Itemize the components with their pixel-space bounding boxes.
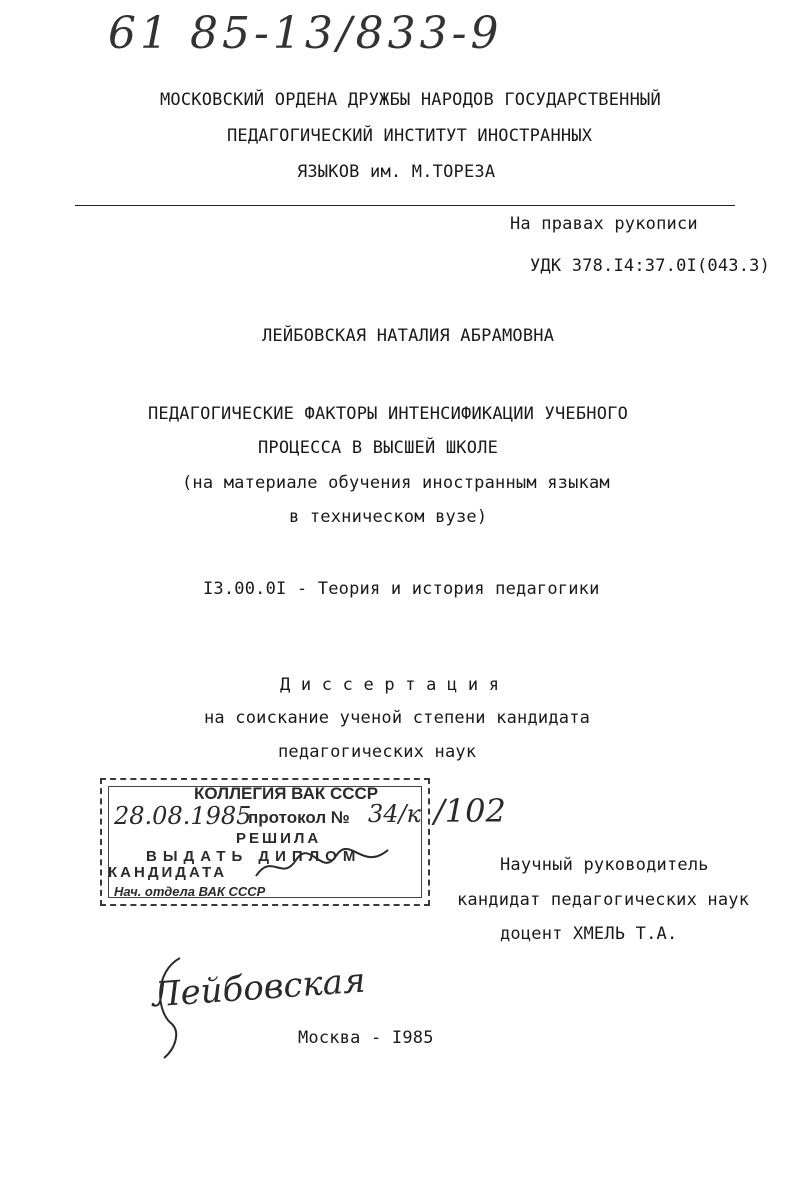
stamp-line-issue-diploma: ВЫДАТЬ ДИПЛОМ (146, 848, 362, 865)
title-line-2: ПРОЦЕССА В ВЫСШЕЙ ШКОЛЕ (258, 438, 499, 458)
header-divider (75, 205, 735, 206)
institution-line-3: ЯЗЫКОВ им. М.ТОРЕЗА (297, 162, 496, 182)
dissertation-label: Д и с с е р т а ц и я (280, 675, 500, 695)
manuscript-rights: На правах рукописи (510, 214, 698, 234)
specialty-code: I3.00.0I - Теория и история педагогики (203, 579, 600, 599)
udk-code: УДК 378.I4:37.0I(043.3) (530, 256, 771, 276)
supervisor-degree: кандидат педагогических наук (457, 890, 750, 910)
stamp-date-handwritten: 28.08.1985 (114, 802, 252, 830)
stamp-line-decided: РЕШИЛА (236, 830, 322, 847)
stamp-signature-scribble (252, 842, 392, 886)
stamp-extra-number-handwritten: /102 (434, 792, 506, 830)
dissertation-field: педагогических наук (278, 742, 477, 762)
vak-approval-stamp (100, 778, 430, 906)
supervisor-name: доцент ХМЕЛЬ Т.А. (500, 924, 678, 944)
city-year: Москва - I985 (298, 1028, 434, 1048)
stamp-protocol-label: протокол № (248, 808, 350, 827)
supervisor-title: Научный руководитель (500, 855, 709, 875)
institution-line-2: ПЕДАГОГИЧЕСКИЙ ИНСТИТУТ ИНОСТРАННЫХ (227, 126, 593, 146)
title-line-3: (на материале обучения иностранным языкам (182, 473, 610, 493)
stamp-protocol-number-handwritten: 34/к (368, 800, 421, 828)
title-line-4: в техническом вузе) (289, 507, 488, 527)
stamp-line-commission: КОЛЛЕГИЯ ВАК СССР (194, 784, 379, 803)
stamp-line-department: Нач. отдела ВАК СССР (114, 884, 266, 899)
title-line-1: ПЕДАГОГИЧЕСКИЕ ФАКТОРЫ ИНТЕНСИФИКАЦИИ УЧЕБНОГО (148, 404, 629, 424)
archive-number-handwritten: 61 85-13/833-9 (108, 8, 503, 59)
stamp-line-candidate: КАНДИДАТА (108, 864, 228, 881)
dissertation-degree: на соискание ученой степени кандидата (204, 708, 591, 728)
institution-line-1: МОСКОВСКИЙ ОРДЕНА ДРУЖБЫ НАРОДОВ ГОСУДАРСТВЕННЫЙ (160, 90, 661, 110)
signature-flourish (150, 952, 210, 1062)
author-signature: Лейбовская (150, 960, 367, 1016)
author-name: ЛЕЙБОВСКАЯ НАТАЛИЯ АБРАМОВНА (262, 326, 555, 346)
